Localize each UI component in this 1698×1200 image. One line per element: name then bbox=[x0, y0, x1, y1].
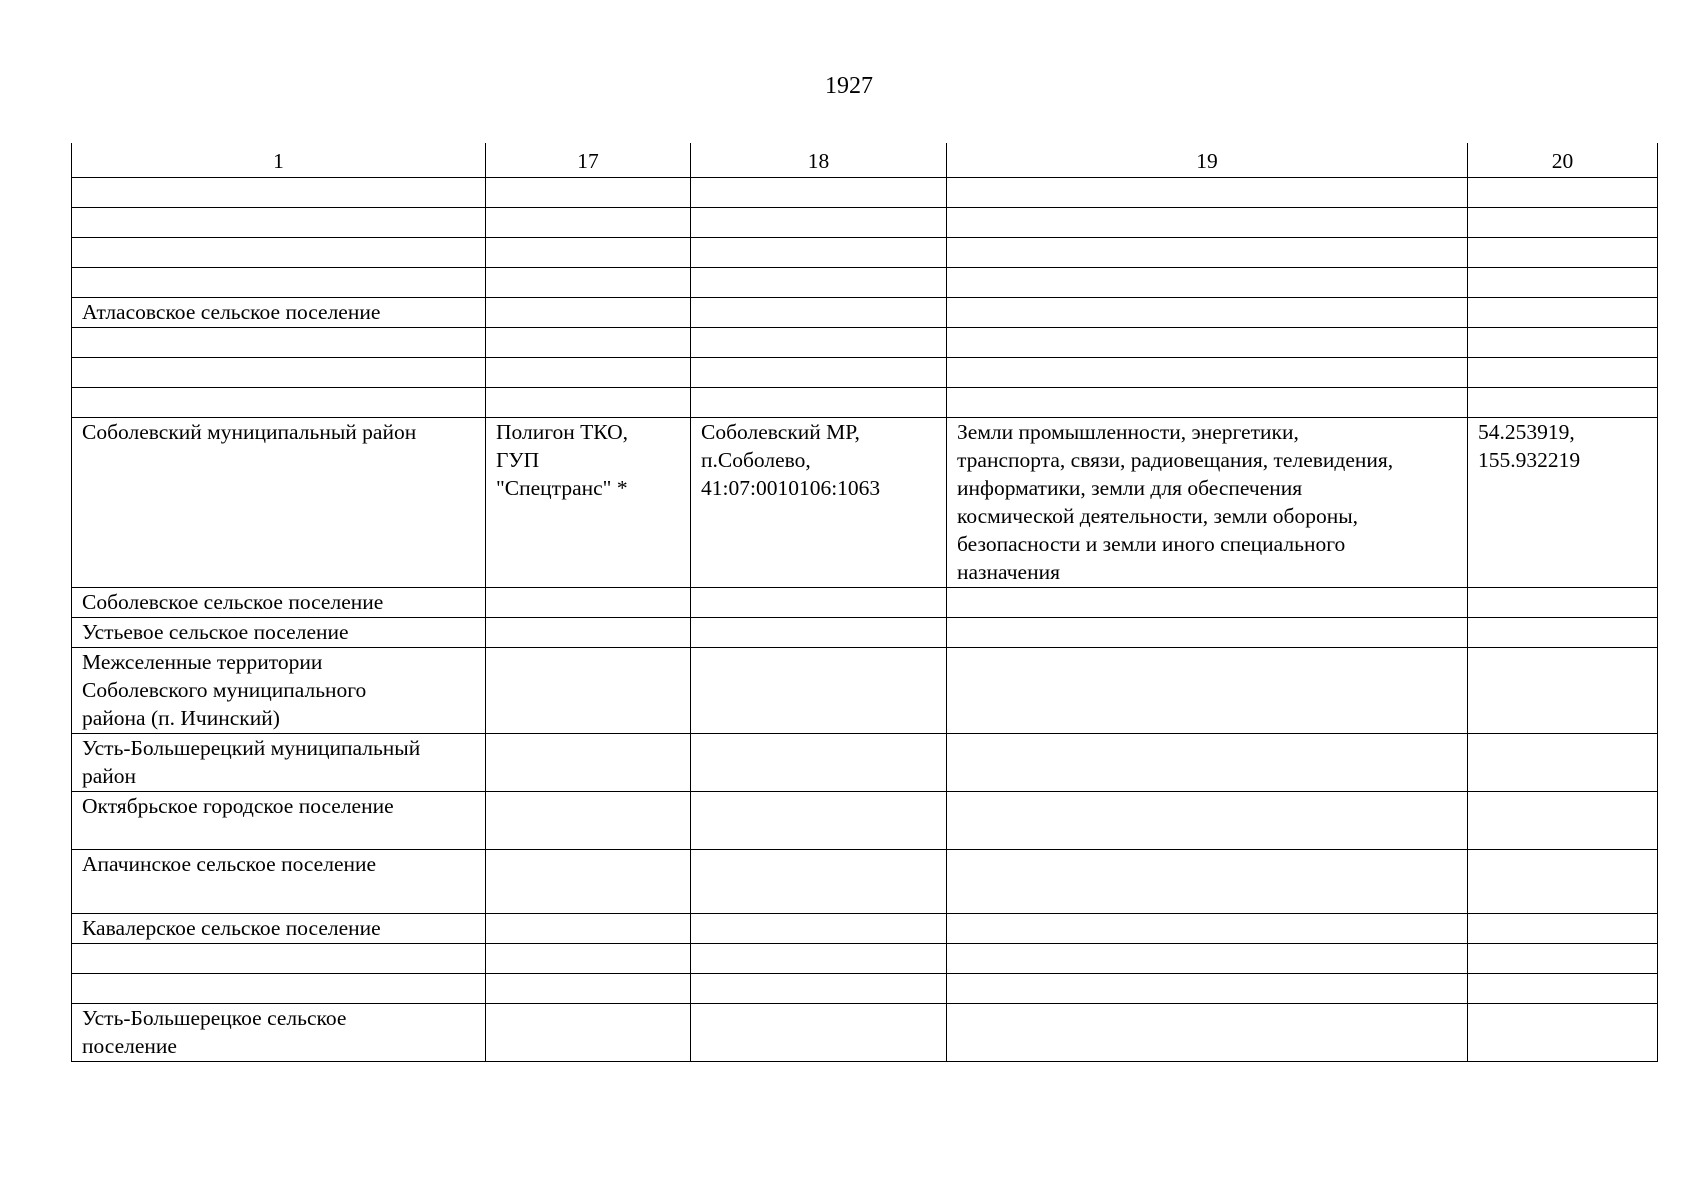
table-cell bbox=[691, 238, 947, 268]
table-cell bbox=[947, 1004, 1468, 1062]
table-header-row bbox=[72, 143, 1658, 178]
table-cell bbox=[691, 850, 947, 914]
table-cell: Октябрьское городское поселение bbox=[72, 792, 486, 850]
table-row bbox=[72, 734, 1658, 792]
table-cell bbox=[1468, 734, 1658, 792]
table-cell bbox=[947, 648, 1468, 734]
table-cell bbox=[486, 268, 691, 298]
table-cell bbox=[691, 734, 947, 792]
table-cell bbox=[72, 944, 486, 974]
table-cell bbox=[691, 328, 947, 358]
table-cell bbox=[691, 792, 947, 850]
table-cell bbox=[947, 328, 1468, 358]
table-cell bbox=[947, 208, 1468, 238]
table-cell bbox=[72, 328, 486, 358]
table-cell bbox=[691, 358, 947, 388]
table-cell bbox=[1468, 328, 1658, 358]
table-row bbox=[72, 358, 1658, 388]
table-cell bbox=[486, 618, 691, 648]
table-cell bbox=[947, 734, 1468, 792]
column-header: 18 bbox=[691, 143, 947, 178]
table-row bbox=[72, 1004, 1658, 1062]
table-cell bbox=[691, 208, 947, 238]
table-row bbox=[72, 298, 1658, 328]
table-cell bbox=[1468, 648, 1658, 734]
table-cell bbox=[1468, 388, 1658, 418]
table-row bbox=[72, 648, 1658, 734]
table-cell bbox=[486, 1004, 691, 1062]
table-cell bbox=[1468, 588, 1658, 618]
table-cell bbox=[691, 268, 947, 298]
column-header: 19 bbox=[947, 143, 1468, 178]
table-cell: 54.253919, 155.932219 bbox=[1468, 418, 1658, 588]
table-cell bbox=[691, 618, 947, 648]
table-cell bbox=[947, 268, 1468, 298]
table-cell bbox=[947, 974, 1468, 1004]
table-cell bbox=[486, 944, 691, 974]
table-cell bbox=[691, 914, 947, 944]
table-cell: Полигон ТКО, ГУП "Спецтранс" * bbox=[486, 418, 691, 588]
table-cell bbox=[691, 388, 947, 418]
table-cell bbox=[1468, 618, 1658, 648]
table-cell bbox=[947, 238, 1468, 268]
table-cell bbox=[1468, 850, 1658, 914]
table-cell: Усть-Большерецкий муниципальный район bbox=[72, 734, 486, 792]
table-row bbox=[72, 328, 1658, 358]
table-cell: Апачинское сельское поселение bbox=[72, 850, 486, 914]
table-cell bbox=[486, 734, 691, 792]
table-cell bbox=[691, 974, 947, 1004]
table-row bbox=[72, 944, 1658, 974]
column-header: 1 bbox=[72, 143, 486, 178]
table-cell bbox=[486, 914, 691, 944]
table-cell bbox=[1468, 238, 1658, 268]
table-cell bbox=[486, 792, 691, 850]
table-cell bbox=[947, 944, 1468, 974]
table-cell bbox=[72, 388, 486, 418]
table-cell: Кавалерское сельское поселение bbox=[72, 914, 486, 944]
table-cell bbox=[486, 588, 691, 618]
table-cell bbox=[947, 588, 1468, 618]
table-cell bbox=[72, 268, 486, 298]
table-row bbox=[72, 178, 1658, 208]
table-cell bbox=[72, 974, 486, 1004]
table-cell bbox=[691, 944, 947, 974]
table-cell bbox=[947, 914, 1468, 944]
page-number: 1927 bbox=[825, 73, 873, 99]
table-cell bbox=[72, 238, 486, 268]
table-body bbox=[72, 178, 1658, 1062]
table-cell bbox=[691, 178, 947, 208]
table-row bbox=[72, 418, 1658, 588]
table-cell bbox=[1468, 792, 1658, 850]
table-cell bbox=[72, 358, 486, 388]
table-cell bbox=[1468, 178, 1658, 208]
table-cell bbox=[1468, 358, 1658, 388]
table-row bbox=[72, 388, 1658, 418]
column-header: 20 bbox=[1468, 143, 1658, 178]
table-row bbox=[72, 208, 1658, 238]
table-cell bbox=[947, 850, 1468, 914]
table-cell bbox=[1468, 268, 1658, 298]
table-cell bbox=[691, 588, 947, 618]
table-cell: Атласовское сельское поселение bbox=[72, 298, 486, 328]
table-cell bbox=[1468, 944, 1658, 974]
table-cell bbox=[486, 178, 691, 208]
table-cell bbox=[947, 792, 1468, 850]
table-row bbox=[72, 268, 1658, 298]
column-header: 17 bbox=[486, 143, 691, 178]
table-cell bbox=[691, 1004, 947, 1062]
table-cell bbox=[947, 388, 1468, 418]
table-row bbox=[72, 850, 1658, 914]
table-cell bbox=[691, 298, 947, 328]
table-cell: Усть-Большерецкое сельское поселение bbox=[72, 1004, 486, 1062]
table-cell bbox=[486, 238, 691, 268]
table-cell: Соболевский МР, п.Соболево, 41:07:0010106:1063 bbox=[691, 418, 947, 588]
table-cell bbox=[72, 208, 486, 238]
table-cell bbox=[486, 328, 691, 358]
table-row bbox=[72, 792, 1658, 850]
table-cell bbox=[486, 298, 691, 328]
table-row bbox=[72, 974, 1658, 1004]
table-cell: Межселенные территории Соболевского муниципального района (п. Ичинский) bbox=[72, 648, 486, 734]
table-cell: Соболевское сельское поселение bbox=[72, 588, 486, 618]
table-cell bbox=[486, 358, 691, 388]
table-cell bbox=[1468, 208, 1658, 238]
table-cell bbox=[486, 974, 691, 1004]
table-cell bbox=[1468, 1004, 1658, 1062]
table-cell bbox=[1468, 298, 1658, 328]
table-cell: Земли промышленности, энергетики, транспорта, связи, радиовещания, телевидения, информатики, земли для обеспечения космической деятельности, земли обороны, безопасности и земли иного специального назначения bbox=[947, 418, 1468, 588]
table-cell bbox=[486, 648, 691, 734]
table-row bbox=[72, 588, 1658, 618]
table-row bbox=[72, 618, 1658, 648]
table-cell: Устьевое сельское поселение bbox=[72, 618, 486, 648]
table-cell bbox=[486, 208, 691, 238]
data-table bbox=[71, 143, 1658, 1062]
table-cell bbox=[1468, 914, 1658, 944]
table-cell bbox=[691, 648, 947, 734]
table-cell bbox=[947, 358, 1468, 388]
table-cell bbox=[486, 388, 691, 418]
table-cell bbox=[947, 618, 1468, 648]
table-cell: Соболевский муниципальный район bbox=[72, 418, 486, 588]
table-cell bbox=[947, 178, 1468, 208]
table-row bbox=[72, 238, 1658, 268]
table-cell bbox=[1468, 974, 1658, 1004]
table-cell bbox=[947, 298, 1468, 328]
table-cell bbox=[72, 178, 486, 208]
table-cell bbox=[486, 850, 691, 914]
table-row bbox=[72, 914, 1658, 944]
